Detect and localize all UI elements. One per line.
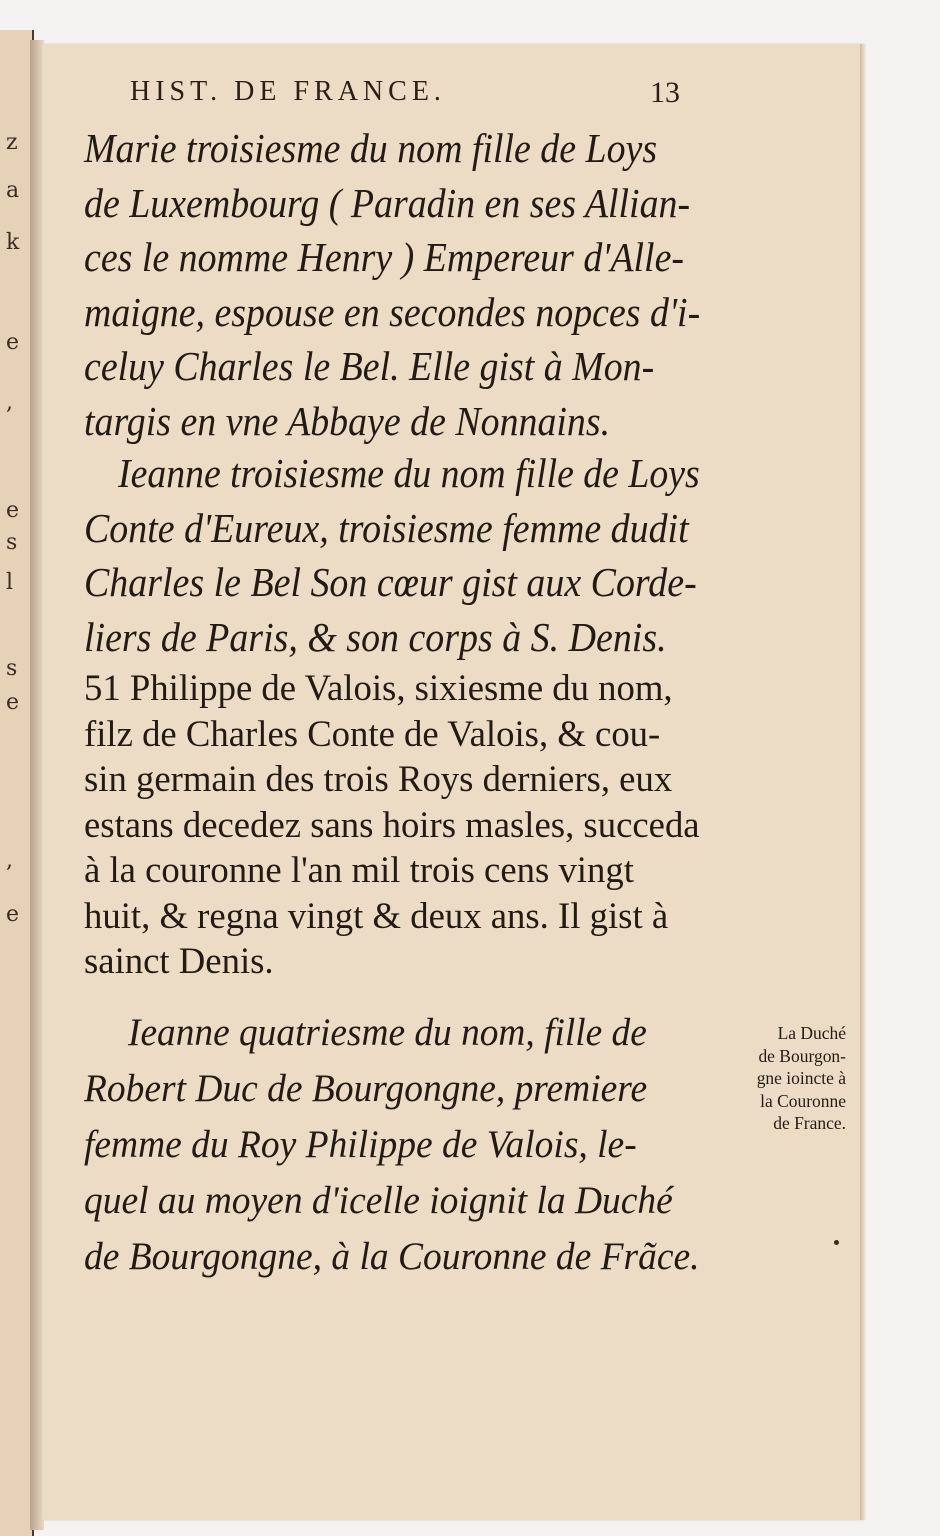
marginal-line: de Bourgon-	[758, 1045, 846, 1066]
marginal-line: de France.	[773, 1113, 846, 1133]
paragraph-jeanne-quatriesme	[84, 1005, 725, 1285]
paragraph-jeanne-troisiesme	[84, 446, 750, 664]
text-line: de Bourgongne, à la Couronne de Frãce.	[84, 1235, 700, 1278]
text-line: sin germain des trois Roys derniers, eux	[84, 759, 673, 800]
text-line: Ieanne troisiesme du nom fille de Loys	[118, 450, 700, 496]
left-page-fragment: s	[6, 530, 18, 555]
text-line: Robert Duc de Bourgongne, premiere	[84, 1067, 648, 1110]
left-page-edge	[0, 30, 34, 1536]
running-title: HIST. DE FRANCE.	[130, 76, 446, 107]
text-line: sainct Denis.	[84, 941, 274, 982]
text-line: Ieanne quatriesme du nom, fille de	[128, 1011, 647, 1054]
page-edge	[860, 44, 866, 1520]
left-page-fragment: e	[6, 330, 20, 355]
left-page-fragment: z	[6, 130, 18, 155]
text-line: targis en vne Abbaye de Nonnains.	[84, 397, 611, 444]
text-line: maigne, espouse en secondes nopces d'i-	[84, 288, 701, 335]
text-line: filz de Charles Conte de Valois, & cou-	[84, 713, 661, 755]
text-line: ces le nomme Henry ) Empereur d'Alle-	[84, 234, 685, 280]
page-number: 13	[650, 76, 680, 109]
text-line: 51 Philippe de Valois, sixiesme du nom,	[84, 668, 673, 709]
left-page-fragment: e	[6, 902, 20, 927]
text-line: de Luxembourg ( Paradin en ses Allian-	[84, 179, 691, 226]
left-page-fragment: l	[6, 570, 14, 595]
marginal-note	[706, 1022, 846, 1135]
running-head	[130, 76, 680, 116]
text-line: Conte d'Eureux, troisiesme femme dudit	[84, 504, 689, 551]
text-line: celuy Charles le Bel. Elle gist à Mon-	[84, 343, 655, 389]
left-page-fragment: e	[6, 498, 20, 523]
left-page-fragment: a	[6, 178, 20, 203]
paragraph-philippe-de-valois	[84, 666, 705, 985]
left-page-fragment: ,	[6, 390, 13, 415]
text-line: femme du Roy Philippe de Valois, le-	[84, 1123, 637, 1166]
left-page-fragment: e	[6, 690, 20, 715]
text-line: Charles le Bel Son cœur gist aux Corde-	[84, 559, 697, 605]
ink-speck	[834, 1240, 839, 1245]
text-line: à la couronne l'an mil trois cens vingt	[84, 850, 634, 891]
marginal-line: gne ioincte à	[756, 1068, 846, 1088]
text-line: huit, & regna vingt & deux ans. Il gist à	[84, 895, 669, 937]
text-line: Marie troisiesme du nom fille de Loys	[84, 125, 658, 171]
marginal-line: la Couronne	[760, 1090, 846, 1111]
text-line: quel au moyen d'icelle ioignit la Duché	[84, 1179, 673, 1222]
text-line: estans decedez sans hoirs masles, succeda	[84, 804, 700, 846]
text-line: liers de Paris, & son corps à S. Denis.	[84, 613, 667, 660]
paragraph-marie	[84, 121, 751, 448]
marginal-line: La Duché	[777, 1023, 846, 1043]
left-page-fragment: s	[6, 656, 18, 681]
left-page-fragment: ,	[6, 848, 13, 873]
left-page-fragment: k	[6, 230, 20, 255]
